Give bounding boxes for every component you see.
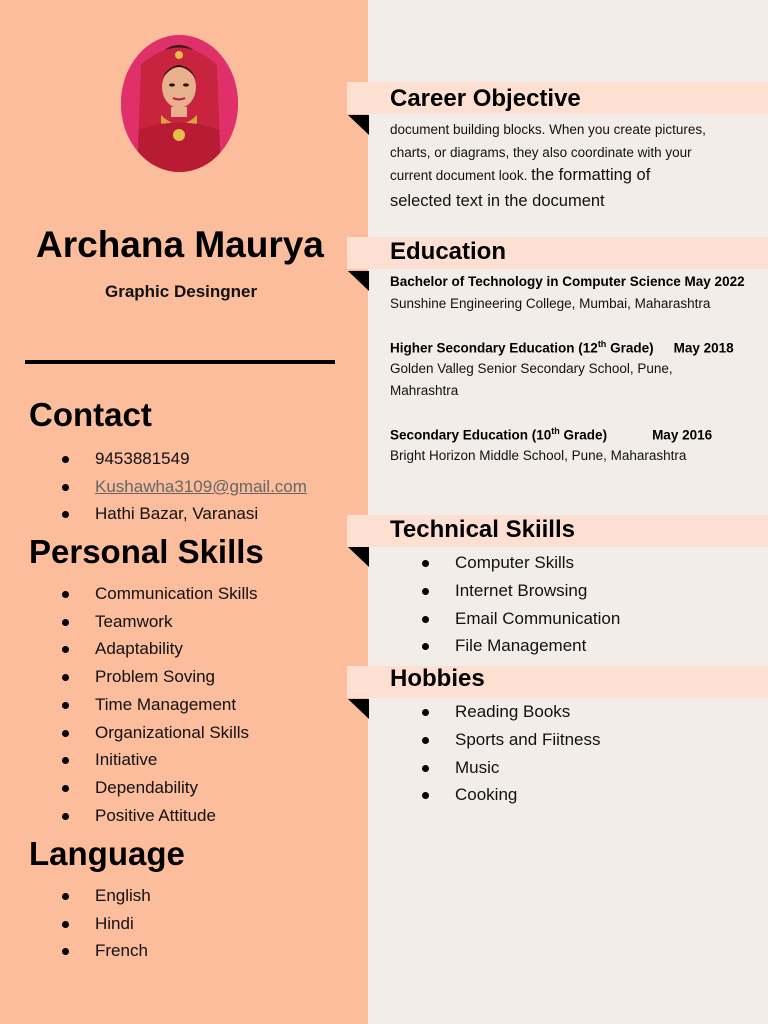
- list-item: Sports and Fiitness: [422, 726, 601, 754]
- list-item: Time Management: [62, 691, 258, 719]
- career-line: [390, 164, 765, 188]
- list-item: Cooking: [422, 781, 601, 809]
- edu-date: May 2016: [652, 427, 713, 443]
- education-heading: Education: [390, 238, 507, 265]
- edu-heading-text: Grade): [559, 427, 608, 443]
- list-item: File Management: [422, 632, 620, 660]
- list-item: Email Communication: [422, 605, 620, 633]
- hobbies-list: [422, 698, 601, 809]
- edu-heading-3: [390, 426, 712, 443]
- edu-sup: th: [597, 339, 607, 349]
- list-item: Internet Browsing: [422, 577, 620, 605]
- list-item: Initiative: [62, 746, 258, 774]
- edu-date: May 2018: [673, 340, 734, 356]
- personal-skills-list: [62, 580, 258, 829]
- edu-school-3: Bright Horizon Middle School, Pune, Maharashtra: [390, 448, 687, 463]
- edu-heading-1: Bachelor of Technology in Computer Science May 2022: [390, 274, 745, 289]
- candidate-role: Graphic Desingner: [105, 282, 258, 301]
- career-line: charts, or diagrams, they also coordinate with your: [390, 144, 692, 160]
- address: Hathi Bazar, Varanasi: [62, 500, 307, 528]
- list-item: Organizational Skills: [62, 719, 258, 747]
- language-list: [62, 882, 151, 965]
- education-ribbon-fold: [348, 271, 369, 291]
- list-item: Adaptability: [62, 635, 258, 663]
- career-line-part: the formatting of: [531, 166, 651, 184]
- edu-school-line: Mahrashtra: [390, 382, 459, 398]
- divider-line: [25, 360, 335, 364]
- list-item: Positive Attitude: [62, 802, 258, 830]
- list-item: Reading Books: [422, 698, 601, 726]
- career-text: [390, 119, 765, 214]
- list-item: French: [62, 937, 151, 965]
- list-item: Music: [422, 754, 601, 782]
- career-heading: Career Objective: [390, 85, 581, 112]
- edu-heading-text: Higher Secondary Education (12: [390, 340, 598, 356]
- contact-list: [62, 445, 307, 528]
- list-item: Computer Skills: [422, 549, 620, 577]
- technical-ribbon-fold: [348, 547, 369, 567]
- candidate-name: Archana Maurya: [36, 224, 324, 265]
- career-line: document building blocks. When you create pictures,: [390, 122, 706, 137]
- list-item: Hindi: [62, 910, 151, 938]
- technical-list: [422, 549, 620, 660]
- list-item: Communication Skills: [62, 580, 258, 608]
- personal-skills-heading: Personal Skills: [29, 533, 264, 570]
- hobbies-heading: Hobbies: [390, 665, 485, 692]
- edu-sup: th: [551, 426, 560, 436]
- list-item: English: [62, 882, 151, 910]
- profile-photo: [121, 35, 238, 172]
- edu-school-line: Golden Valleg Senior Secondary School, Pune,: [390, 361, 673, 376]
- career-line-part: current document look.: [390, 168, 532, 183]
- edu-heading-2: [390, 339, 734, 356]
- list-item: Teamwork: [62, 608, 258, 636]
- edu-school-2: [390, 358, 673, 401]
- list-item: Dependability: [62, 774, 258, 802]
- career-ribbon-fold: [348, 115, 369, 135]
- edu-heading-text: Grade): [606, 340, 654, 356]
- career-line: selected text in the document: [390, 191, 605, 210]
- language-heading: Language: [29, 835, 185, 872]
- phone-number: 9453881549: [62, 445, 307, 473]
- email-link[interactable]: Kushawha3109@gmail.com: [62, 473, 307, 501]
- technical-heading: Technical Skiills: [390, 516, 575, 543]
- hobbies-ribbon-fold: [348, 699, 369, 719]
- edu-heading-text: Secondary Education (10: [390, 427, 552, 443]
- edu-school-1: Sunshine Engineering College, Mumbai, Maharashtra: [390, 296, 711, 311]
- list-item: Problem Soving: [62, 663, 258, 691]
- contact-heading: Contact: [29, 396, 152, 433]
